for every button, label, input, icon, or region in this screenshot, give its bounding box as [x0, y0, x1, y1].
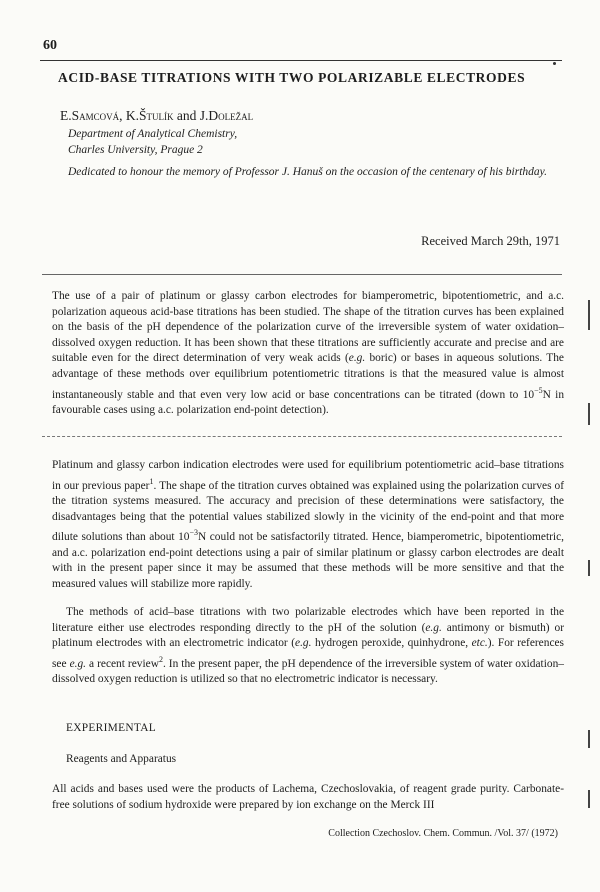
article-title: ACID-BASE TITRATIONS WITH TWO POLARIZABLE ELECTRODES: [58, 70, 526, 85]
affiliation-line-2: Charles University, Prague 2: [68, 144, 203, 156]
body-paragraph-3: All acids and bases used were the products of Lachema, Czechoslovakia, of reagent grade purity. Carbonate-free solutions of sodium hydroxide were prepared by ion exchange on the Merck III: [52, 783, 564, 811]
author-list: E.Samcová, K.Štulík and J.Doležal: [60, 108, 254, 123]
section-heading-experimental: EXPERIMENTAL: [66, 722, 157, 734]
scan-edge-mark: [588, 790, 590, 808]
scan-edge-mark: [588, 300, 590, 330]
body-paragraph-2: The methods of acid–base titrations with two polarizable electrodes which have been reported in the literature either use electrodes responding directly to the pH of the solution (e.g. antimony or bismuth) or platinum electrodes with an electrometric indicator (e.g. hydrogen peroxide, quinhydrone, etc.). For references see e.g. a recent review$^2$. In the present paper, the pH dependence of the irreversible system of water oxidation–dissolved oxygen reduction is utilized so that no electrometric indicator is necessary.: [52, 606, 564, 686]
page-number: 60: [43, 38, 57, 53]
received-date: Received March 29th, 1971: [421, 234, 560, 248]
header-rule: [40, 60, 562, 61]
dedication: Dedicated to honour the memory of Professor J. Hanuš on the occasion of the centenary of his birthday.: [68, 166, 547, 178]
abstract: The use of a pair of platinum or glassy carbon electrodes for biamperometric, bipotentiometric, and a.c. polarization aqueous acid-base titrations has been studied. The shape of the titration curves has been explained on the basis of the pH dependence of the polarization curve of the irreversible system of water oxidation–dissolved oxygen reduction. It has been shown that these titrations are sufficiently accurate and precise and are suitable even for the direct determination of very weak acids (e.g. boric) or bases in aqueous solutions. The advantage of these methods over equilibrium potentiometric titrations is that the measured value is almost instantaneously stable and that even very low acid or base concentrations can be titrated (down to $10^{-5}N$ in favourable cases using a.c. polarization end-point detection).: [52, 290, 565, 416]
affiliation: [68, 126, 237, 158]
scan-edge-mark: [588, 403, 590, 425]
abstract-bottom-rule: [42, 436, 562, 437]
affiliation-line-1: Department of Analytical Chemistry,: [68, 128, 238, 140]
author-3: J.Doležal: [199, 108, 254, 123]
author-1: E.Samcová: [60, 108, 120, 123]
scan-edge-mark: [588, 730, 590, 748]
abstract-top-rule: [42, 274, 562, 275]
body-paragraph-1: Platinum and glassy carbon indication electrodes were used for equilibrium potentiometric acid–base titrations in our previous paper$^1$. The shape of the titration curves obtained was explained using the polarization curves of the titration systems measured. The accuracy and precision of these determinations were satisfactory, the disadvantages being that the potential values stabilized slowly in the vicinity of the end-point and that more dilute solutions than about $10^{-3}N$ could not be satisfactorily titrated. Hence, biamperometric, bipotentiometric, and a.c. polarization end-point detections using a pair of similar platinum or glassy carbon electrodes are dealt with in the present paper since it may be assumed that these methods will be more sensitive and that the measured values will stabilize more rapidly.: [52, 459, 564, 590]
scan-edge-mark: [588, 560, 590, 576]
journal-footer: Collection Czechoslov. Chem. Commun. /Vol. 37/ (1972): [328, 828, 558, 839]
author-2: K.Štulík: [125, 108, 174, 123]
subsection-heading: Reagents and Apparatus: [66, 753, 177, 765]
margin-dot: [553, 62, 556, 65]
